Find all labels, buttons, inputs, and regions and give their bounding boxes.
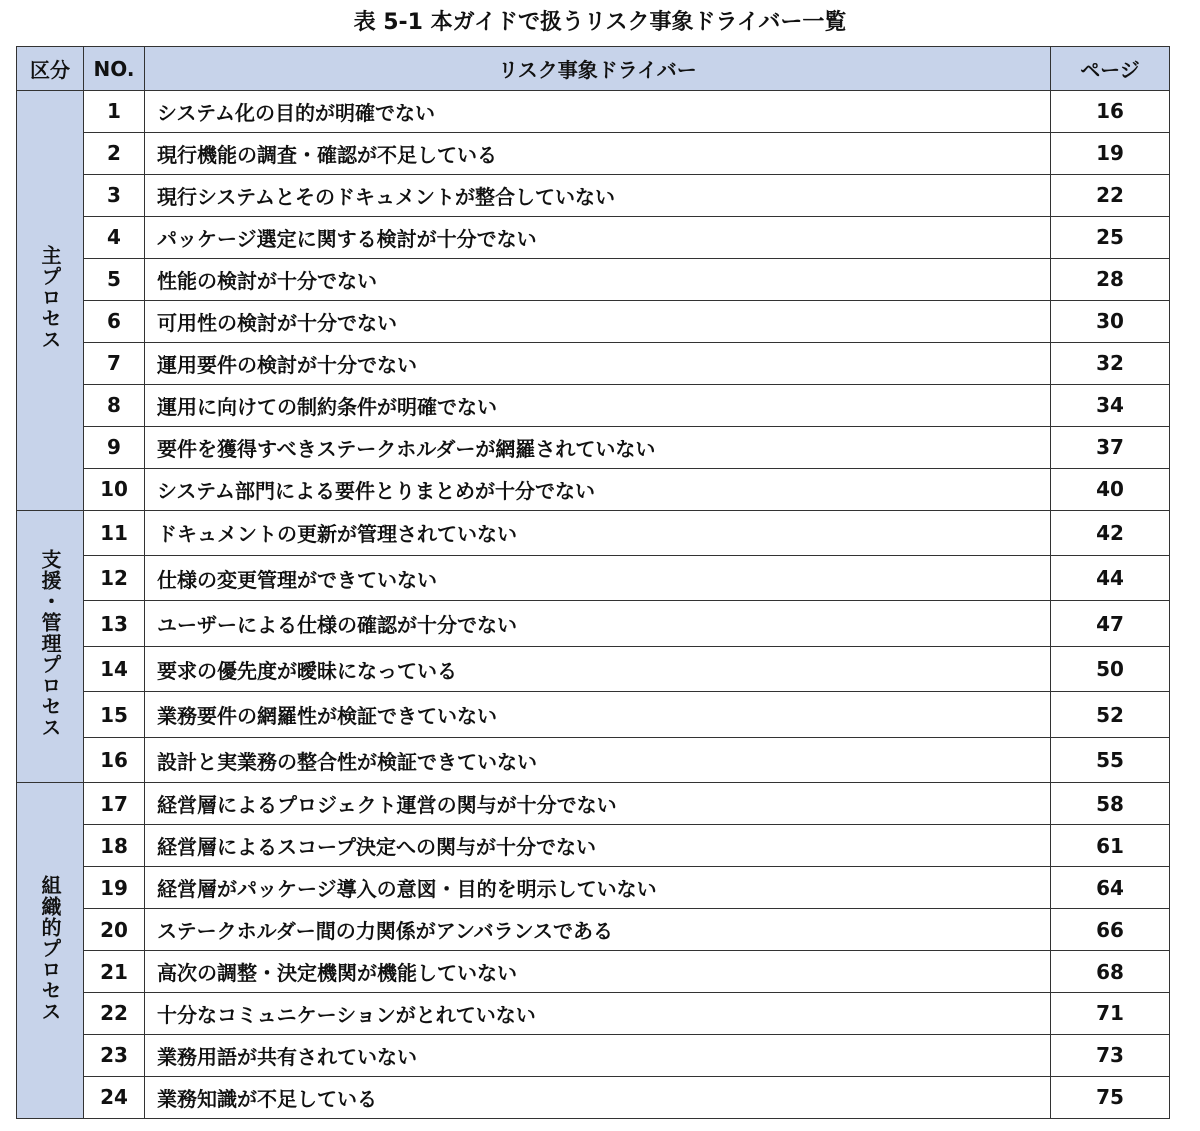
row-number: 12 [84, 555, 145, 600]
header-page: ページ [1051, 47, 1170, 91]
row-number: 4 [84, 216, 145, 258]
risk-driver-name: 経営層によるプロジェクト運営の関与が十分でない [145, 783, 1051, 825]
table-row [17, 601, 1170, 646]
table-row [17, 174, 1170, 216]
table-row [17, 646, 1170, 691]
page-number: 19 [1051, 132, 1170, 174]
page-number: 37 [1051, 426, 1170, 468]
row-number: 3 [84, 174, 145, 216]
row-number: 7 [84, 342, 145, 384]
page-number: 30 [1051, 300, 1170, 342]
row-number: 13 [84, 601, 145, 646]
page-number: 16 [1051, 91, 1170, 133]
category-cell [17, 510, 84, 783]
page-number: 40 [1051, 468, 1170, 510]
risk-driver-name: ユーザーによる仕様の確認が十分でない [145, 601, 1051, 646]
table-row [17, 342, 1170, 384]
page-number: 64 [1051, 867, 1170, 909]
risk-driver-name: 性能の検討が十分でない [145, 258, 1051, 300]
risk-driver-name: 現行機能の調査・確認が不足している [145, 132, 1051, 174]
row-number: 14 [84, 646, 145, 691]
page-number: 52 [1051, 692, 1170, 737]
table-row [17, 993, 1170, 1035]
table-row [17, 951, 1170, 993]
category-cell [17, 91, 84, 511]
row-number: 1 [84, 91, 145, 133]
table-row [17, 825, 1170, 867]
risk-driver-name: 業務知識が不足している [145, 1076, 1051, 1118]
risk-driver-name: ステークホルダー間の力関係がアンバランスである [145, 909, 1051, 951]
header-category: 区分 [17, 47, 84, 91]
risk-driver-name: 現行システムとそのドキュメントが整合していない [145, 174, 1051, 216]
category-label: 主プロセス [38, 245, 62, 351]
risk-driver-name: 可用性の検討が十分でない [145, 300, 1051, 342]
page-number: 32 [1051, 342, 1170, 384]
table-row [17, 300, 1170, 342]
risk-driver-name: ドキュメントの更新が管理されていない [145, 510, 1051, 555]
table-row [17, 867, 1170, 909]
risk-driver-name: 経営層によるスコープ決定への関与が十分でない [145, 825, 1051, 867]
risk-driver-name: 経営層がパッケージ導入の意図・目的を明示していない [145, 867, 1051, 909]
row-number: 22 [84, 993, 145, 1035]
table-row [17, 1076, 1170, 1118]
table-row [17, 737, 1170, 782]
page-number: 42 [1051, 510, 1170, 555]
table-row [17, 384, 1170, 426]
category-label: 組織的プロセス [38, 874, 62, 1022]
page-number: 28 [1051, 258, 1170, 300]
risk-driver-name: 仕様の変更管理ができていない [145, 555, 1051, 600]
risk-driver-name: パッケージ選定に関する検討が十分でない [145, 216, 1051, 258]
row-number: 2 [84, 132, 145, 174]
table-row [17, 909, 1170, 951]
row-number: 20 [84, 909, 145, 951]
row-number: 9 [84, 426, 145, 468]
table-row [17, 468, 1170, 510]
table-row [17, 692, 1170, 737]
row-number: 23 [84, 1034, 145, 1076]
category-cell [17, 783, 84, 1119]
row-number: 10 [84, 468, 145, 510]
page-number: 25 [1051, 216, 1170, 258]
risk-driver-name: 業務用語が共有されていない [145, 1034, 1051, 1076]
table-header-row [17, 47, 1170, 91]
table-row [17, 783, 1170, 825]
row-number: 18 [84, 825, 145, 867]
table-row [17, 555, 1170, 600]
table-row [17, 91, 1170, 133]
risk-driver-name: 運用要件の検討が十分でない [145, 342, 1051, 384]
table-row [17, 132, 1170, 174]
risk-driver-name: 運用に向けての制約条件が明確でない [145, 384, 1051, 426]
page-number: 75 [1051, 1076, 1170, 1118]
risk-driver-name: 要求の優先度が曖昧になっている [145, 646, 1051, 691]
row-number: 24 [84, 1076, 145, 1118]
risk-driver-name: システム化の目的が明確でない [145, 91, 1051, 133]
page-number: 50 [1051, 646, 1170, 691]
page-number: 55 [1051, 737, 1170, 782]
page-number: 58 [1051, 783, 1170, 825]
page-number: 34 [1051, 384, 1170, 426]
page-number: 22 [1051, 174, 1170, 216]
table-row [17, 426, 1170, 468]
row-number: 6 [84, 300, 145, 342]
page-number: 68 [1051, 951, 1170, 993]
row-number: 5 [84, 258, 145, 300]
risk-driver-name: 設計と実業務の整合性が検証できていない [145, 737, 1051, 782]
page-number: 44 [1051, 555, 1170, 600]
page-number: 66 [1051, 909, 1170, 951]
row-number: 16 [84, 737, 145, 782]
category-label: 支援・管理プロセス [38, 549, 62, 739]
row-number: 21 [84, 951, 145, 993]
page-number: 61 [1051, 825, 1170, 867]
table-body [17, 91, 1170, 1119]
row-number: 15 [84, 692, 145, 737]
page-number: 73 [1051, 1034, 1170, 1076]
risk-driver-name: システム部門による要件とりまとめが十分でない [145, 468, 1051, 510]
risk-driver-name: 十分なコミュニケーションがとれていない [145, 993, 1051, 1035]
risk-driver-name: 高次の調整・決定機関が機能していない [145, 951, 1051, 993]
header-no: NO. [84, 47, 145, 91]
table-caption: 表 5-1 本ガイドで扱うリスク事象ドライバー一覧 [353, 10, 847, 35]
row-number: 19 [84, 867, 145, 909]
table-row [17, 1034, 1170, 1076]
row-number: 17 [84, 783, 145, 825]
page-number: 71 [1051, 993, 1170, 1035]
table-row [17, 258, 1170, 300]
risk-driver-table [16, 46, 1170, 1119]
header-driver: リスク事象ドライバー [145, 47, 1051, 91]
table-row [17, 216, 1170, 258]
risk-driver-name: 要件を獲得すべきステークホルダーが網羅されていない [145, 426, 1051, 468]
row-number: 8 [84, 384, 145, 426]
page-number: 47 [1051, 601, 1170, 646]
risk-driver-name: 業務要件の網羅性が検証できていない [145, 692, 1051, 737]
row-number: 11 [84, 510, 145, 555]
table-row [17, 510, 1170, 555]
